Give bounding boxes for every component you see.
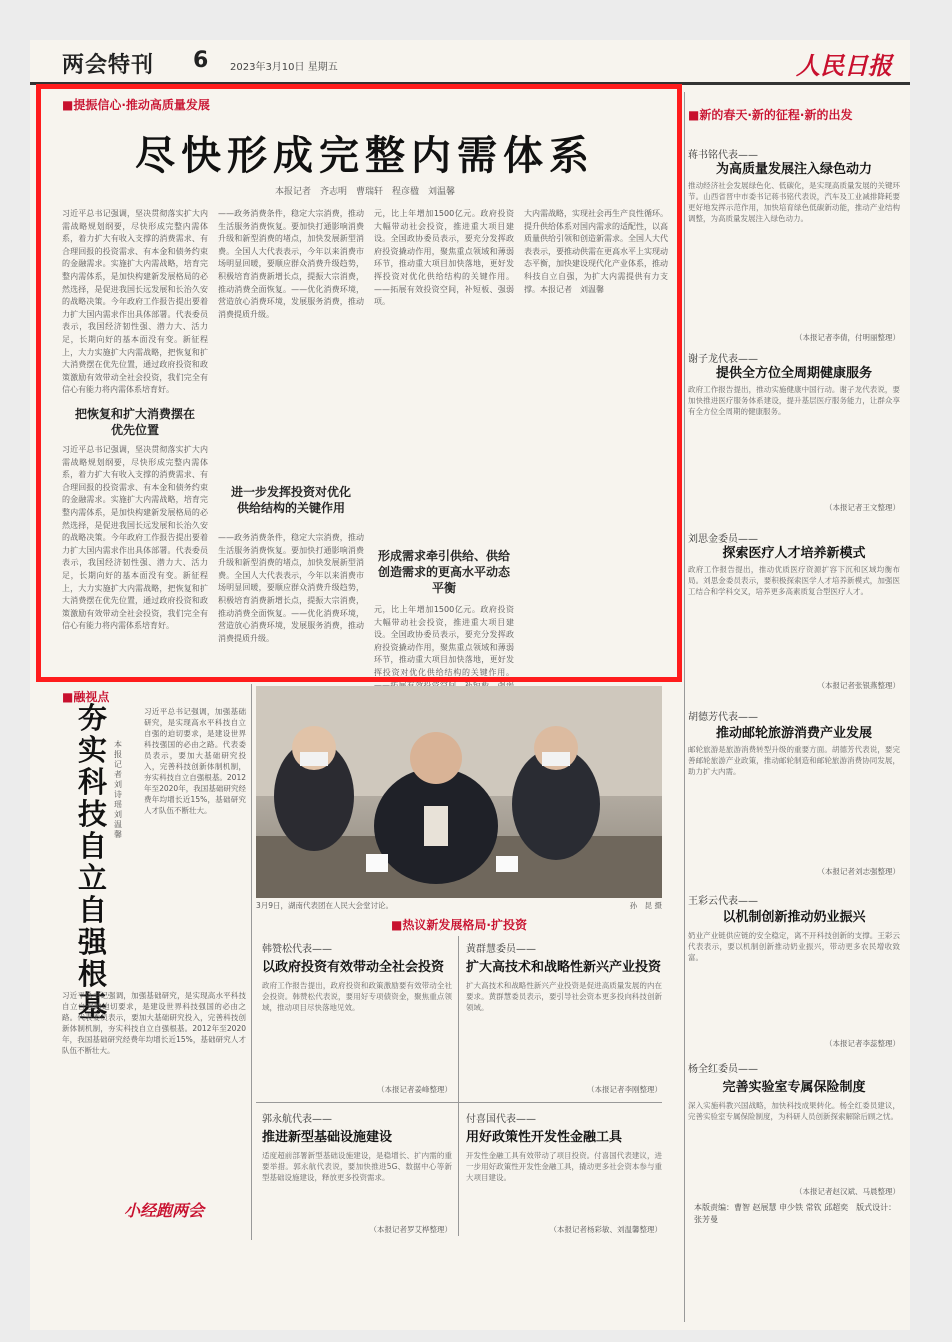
- rc-body-0: 推动经济社会发展绿色化、低碳化，是实现高质量发展的关键环节。山西省晋中市委书记蒋书铭代表说，汽车及工业减排降耗要更好地发挥示范作用，加快培育绿色低碳新动能，推动产业结构调整，为高质量发展注入绿色动力。: [688, 181, 900, 223]
- rc-title-4: 以机制创新推动奶业振兴: [722, 910, 866, 925]
- rc-title-0: 为高质量发展注入绿色动力: [715, 162, 872, 177]
- newspaper-logo: 人民日报: [796, 51, 892, 80]
- rc-credit-4: （本报记者李蕊整理）: [825, 1039, 900, 1048]
- news-photo: [256, 686, 662, 898]
- photo-credit: 孙 昆 摄: [629, 901, 662, 910]
- lead-body-col1: 习近平总书记强调，坚决贯彻落实扩大内需战略规划纲要，尽快形成完整内需体系，着力扩大有收入支撑的消费需求、有合理回报的投资需求、有本金和债务约束的金融需求。实施扩大内需战略，培育完整内需体系，是加快构建新发展格局的必然选择，是促进我国长远发展和长治久安的战略决策。今年政府工作报告提出要着力扩大国内需求作出具体部署。代表委员表示，我国经济韧性强、潜力大、活力足，长期向好的基本面没有变。新征程上，大力实施扩大内需战略，把恢复和扩大消费摆在优先位置，通过政府投资和政策激励有效带动全社会投资，我们完全有信心有能力将内需体系培育好。: [62, 209, 208, 395]
- rc-credit-0: （本报记者李倩，付明丽整理）: [795, 333, 900, 342]
- rc-credit-1: （本报记者王文整理）: [825, 503, 900, 512]
- mid-body-2: 适度超前部署新型基础设施建设，是稳增长、扩内需的重要举措。郭永航代表说，要加快推进5G、数据中心等新型基础设施建设，释放更多投资需求。: [262, 1151, 452, 1182]
- mid-credit-2: （本报记者罗艾桦整理）: [369, 1225, 452, 1234]
- mid-title-1: 扩大高技术和战略性新兴产业投资: [466, 960, 662, 975]
- mid-name-0: 韩赞松代表——: [262, 944, 332, 955]
- rc-credit-3: （本报记者刘志强整理）: [817, 867, 900, 876]
- mid-body-3: 开发性金融工具有效带动了项目投资。付喜国代表建议，进一步用好政策性开发性金融工具，撬动更多社会资本参与重大项目建设。: [466, 1151, 662, 1182]
- rc-credit-5: （本报记者赵汉斌、马晨整理）: [795, 1187, 900, 1196]
- column-divider: [684, 92, 685, 1322]
- mid-body-0: 政府工作报告提出，政府投资和政策激励要有效带动全社会投资。韩赞松代表说，要用好专项债资金，聚焦重点领域，推动项目尽快落地见效。: [262, 981, 452, 1012]
- mid-credit-0: （本报记者姜峰整理）: [377, 1085, 452, 1094]
- rc-credit-2: （本报记者张银燕整理）: [817, 681, 900, 690]
- photo-caption: [256, 900, 662, 911]
- ll-body-b: 习近平总书记强调，加强基础研究，是实现高水平科技自立自强的迫切要求，是建设世界科技强国的必由之路。代表委员表示，要加大基础研究投入，完善科技创新体制机制，夯实科技自立自强根基。2012年至2020年，我国基础研究经费年均增长近15%，基础研究人才队伍不断壮大。: [62, 991, 246, 1055]
- mid-title-0: 以政府投资有效带动全社会投资: [262, 960, 445, 975]
- xiaojing-badge: 小经跑两会: [124, 1201, 205, 1220]
- page-number: 6: [193, 48, 209, 73]
- rc-body-3: 邮轮旅游是旅游消费转型升级的重要方面。胡德芳代表说，要完善邮轮旅游产业政策，推动邮轮制造和邮轮旅游消费协同发展，助力扩大内需。: [688, 745, 900, 776]
- rc-title-2: 探索医疗人才培养新模式: [722, 546, 866, 561]
- rc-name-5: 杨全红委员——: [688, 1064, 758, 1075]
- red-highlight-frame: [36, 84, 682, 682]
- photo-illustration: [256, 686, 662, 898]
- rc-body-2: 政府工作报告提出，推动优质医疗资源扩容下沉和区域均衡布局。刘思金委员表示，要积极探索医学人才培养新模式，加强医工结合和学科交叉，培养更多高素质复合型医疗人才。: [688, 565, 900, 596]
- lead-subhead-3: 形成需求牵引供给、供给创造需求的更高水平动态平衡: [377, 549, 510, 595]
- column-divider: [251, 684, 252, 1240]
- caption-text: 3月9日，湖南代表团在人民大会堂讨论。: [256, 901, 394, 910]
- rc-name-4: 王彩云代表——: [688, 896, 758, 907]
- ll-kicker: ■融视点: [62, 690, 110, 704]
- ll-byline: 本报记者 刘诗瑶 刘温馨: [114, 740, 122, 839]
- rc-body-4: 奶业产业链供应链的安全稳定，离不开科技创新的支撑。王彩云代表表示，要以机制创新推动奶业振兴，带动更多农民增收致富。: [688, 931, 900, 962]
- rc-title-5: 完善实验室专属保险制度: [722, 1080, 866, 1095]
- mid-name-3: 付喜国代表——: [466, 1114, 536, 1125]
- lead-body-col2: ——政务消费条件，稳定大宗消费，推动生活服务消费恢复。要加快打通影响消费升级和新型消费的堵点，加快发展新型消费。全国人大代表表示，今年以来消费市场明显回暖，要顺应群众消费升级趋势，积极培育消费新增长点，提振大宗消费，推动消费全面恢复。——优化消费环境，营造放心消费环境，发展服务消费，推动消费提质升级。: [218, 209, 364, 319]
- lead-body-col4: 大内需战略，实现社会再生产良性循环。提升供给体系对国内需求的适配性，以高质量供给引领和创造新需求。全国人大代表表示，要推动供需在更高水平上实现动态平衡，加快建设现代化产业体系，推动科技自立自强，为扩大内需提供有力支撑。本报记者 刘温馨: [524, 209, 668, 294]
- rc-body-1: 政府工作报告提出，推动实施健康中国行动。谢子龙代表说，要加快推进医疗服务体系建设，提升基层医疗服务能力，让群众享有全方位全周期的健康服务。: [688, 385, 900, 416]
- row-divider: [256, 1102, 662, 1103]
- page-editors: 本版责编：曹智 赵展慧 申少铁 常钦 邱超奕 版式设计：张芳曼: [694, 1203, 897, 1224]
- column-divider: [458, 936, 459, 1236]
- mid-name-2: 郭永航代表——: [262, 1114, 332, 1125]
- lead-body-col3: 元，比上年增加1500亿元。政府投资大幅带动社会投资，推进重大项目建设。全国政协委员表示，要充分发挥政府投资撬动作用，聚焦重点领域和薄弱环节，推动重大项目加快落地，更好发挥投资对优化供给结构的关键作用。——拓展有效投资空间，补短板、强弱项。: [374, 209, 514, 307]
- ll-body-a: 习近平总书记强调，加强基础研究，是实现高水平科技自立自强的迫切要求，是建设世界科技强国的必由之路。代表委员表示，要加大基础研究投入，完善科技创新体制机制，夯实科技自立自强根基。2012年至2020年，我国基础研究经费年均增长近15%，基础研究人才队伍不断壮大。: [144, 707, 246, 815]
- mid-body-1: 扩大高技术和战略性新兴产业投资是促进高质量发展的内在要求。黄群慧委员表示，要引导社会资本更多投向科技创新领域。: [466, 981, 662, 1012]
- lead-headline: 尽快形成完整内需体系: [135, 133, 595, 179]
- rc-name-3: 胡德芳代表——: [688, 712, 758, 723]
- rc-name-0: 蒋书铭代表——: [688, 150, 758, 161]
- rc-name-1: 谢子龙代表——: [688, 354, 758, 365]
- lead-body-col2b: ——政务消费条件，稳定大宗消费，推动生活服务消费恢复。要加快打通影响消费升级和新型消费的堵点，加快发展新型消费。全国人大代表表示，今年以来消费市场明显回暖，要顺应群众消费升级趋势，积极培育消费新增长点，提振大宗消费，推动消费全面恢复。——优化消费环境，营造放心消费环境，发展服务消费，推动消费提质升级。: [218, 533, 364, 643]
- rc-name-2: 刘思金委员——: [688, 534, 758, 545]
- lead-body-col1b: 习近平总书记强调，坚决贯彻落实扩大内需战略规划纲要，尽快形成完整内需体系，着力扩大有收入支撑的消费需求、有合理回报的投资需求、有本金和债务约束的金融需求。实施扩大内需战略，培育完整内需体系，是加快构建新发展格局的必然选择，是促进我国长远发展和长治久安的战略决策。今年政府工作报告提出要着力扩大国内需求作出具体部署。代表委员表示，我国经济韧性强、潜力大、活力足，长期向好的基本面没有变。新征程上，大力实施扩大内需战略，把恢复和扩大消费摆在优先位置，通过政府投资和政策激励有效带动全社会投资，我们完全有信心有能力将内需体系培育好。: [62, 445, 208, 631]
- mid-name-1: 黄群慧委员——: [466, 944, 536, 955]
- mid-title-3: 用好政策性开发性金融工具: [466, 1130, 623, 1145]
- right-section-head: ■新的春天·新的征程·新的出发: [688, 108, 853, 122]
- lead-body-col3b: 元，比上年增加1500亿元。政府投资大幅带动社会投资，推进重大项目建设。全国政协委员表示，要充分发挥政府投资撬动作用，聚焦重点领域和薄弱环节，推动重大项目加快落地，更好发挥投资对优化供给结构的关键作用。: [374, 605, 514, 677]
- lead-kicker: ■提振信心·推动高质量发展: [62, 98, 210, 112]
- mid-credit-1: （本报记者李刚整理）: [587, 1085, 662, 1094]
- lead-subhead-1: 把恢复和扩大消费摆在优先位置: [74, 407, 195, 437]
- masthead: [30, 40, 910, 82]
- mid-credit-3: （本报记者杨彩敏、刘温馨整理）: [549, 1225, 662, 1234]
- rc-title-3: 推动邮轮旅游消费产业发展: [715, 726, 872, 741]
- rc-body-5: 深入实施科教兴国战略，加快科技成果转化。杨全红委员建议，完善实验室专属保险制度，为科研人员创新探索解除后顾之忧。: [688, 1101, 900, 1121]
- ll-vertical-title: 夯实科技自立自强根基: [78, 701, 108, 1023]
- lead-subhead-2: 进一步发挥投资对优化供给结构的关键作用: [230, 485, 351, 515]
- rc-title-1: 提供全方位全周期健康服务: [715, 366, 872, 381]
- lead-byline: 本报记者 齐志明 曹瑞轩 程彦楹 刘温馨: [274, 187, 455, 197]
- issue-date: 2023年3月10日 星期五: [230, 62, 338, 73]
- mid-title-2: 推进新型基础设施建设: [262, 1130, 393, 1145]
- mid-section-head: ■热议新发展格局·扩投资: [391, 918, 527, 932]
- section-title: 两会特刊: [62, 53, 155, 78]
